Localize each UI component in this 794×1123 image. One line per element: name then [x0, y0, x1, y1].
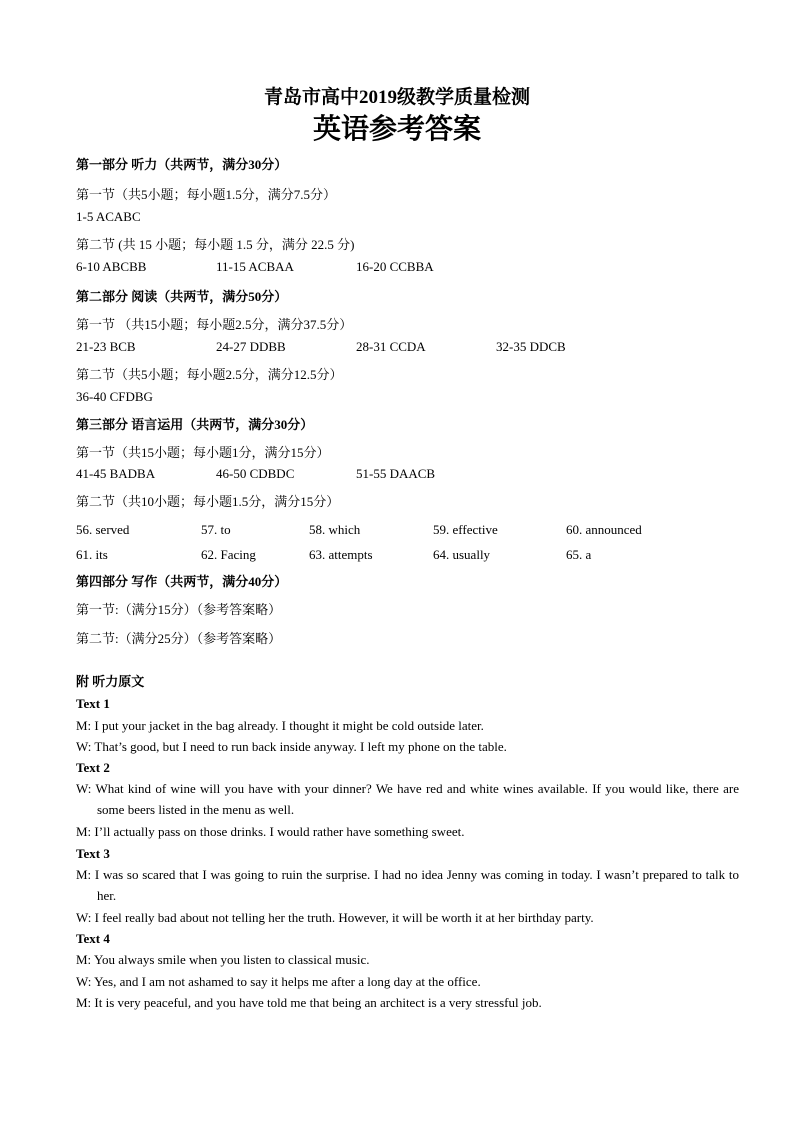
dialogue-line: W: Yes, and I am not ashamed to say it helps me after a long day at the office.	[76, 974, 481, 989]
dialogue-line: W: I feel really bad about not telling her the truth. However, it will be worth it at her birthday party.	[76, 910, 594, 925]
text3-label: Text 3	[76, 846, 110, 861]
document-subtitle: 英语参考答案	[312, 114, 481, 145]
document-title: 青岛市高中2019级教学质量检测	[263, 87, 530, 108]
blank-answer: 62. Facing	[201, 547, 256, 562]
blank-answer: 56. served	[76, 522, 130, 537]
blank-answer: 58. which	[309, 522, 361, 537]
part1-sec2-desc: 第二节 (共 15 小题；每小题 1.5 分，满分 22.5 分)	[76, 237, 355, 252]
blank-answer: 57. to	[201, 522, 231, 537]
dialogue-line: M: You always smile when you listen to classical music.	[76, 952, 370, 967]
answer-group: 28-31 CCDA	[356, 339, 426, 354]
part2-heading: 第二部分 阅读（共两节，满分50分）	[76, 289, 288, 304]
answer-group: 36-40 CFDBG	[76, 389, 153, 404]
answer-group: 41-45 BADBA	[76, 466, 156, 481]
part2-sec2-desc: 第二节（共5小题；每小题2.5分，满分12.5分）	[76, 367, 343, 382]
text4-label: Text 4	[76, 931, 110, 946]
answer-group: 51-55 DAACB	[356, 466, 436, 481]
dialogue-line: M: It is very peaceful, and you have told me that being an architect is a very stressful job.	[76, 995, 542, 1010]
appendix-heading: 附 听力原文	[76, 674, 145, 689]
dialogue-line: M: I put your jacket in the bag already. I thought it might be cold outside later.	[76, 718, 484, 733]
part4-sec1: 第一节:（满分15分）（参考答案略）	[76, 602, 282, 617]
part4-heading: 第四部分 写作（共两节，满分40分）	[76, 574, 288, 589]
answer-group: 21-23 BCB	[76, 339, 136, 354]
blank-answer: 65. a	[566, 547, 592, 562]
answer-group: 16-20 CCBBA	[356, 259, 434, 274]
dialogue-line: W: That’s good, but I need to run back inside anyway. I left my phone on the table.	[76, 739, 507, 754]
blank-answer: 63. attempts	[309, 547, 373, 562]
part3-sec2-desc: 第二节（共10小题；每小题1.5分，满分15分）	[76, 494, 340, 509]
answer-group: 24-27 DDBB	[216, 339, 286, 354]
answer-group: 32-35 DDCB	[496, 339, 566, 354]
blank-answer: 60. announced	[566, 522, 642, 537]
text2-label: Text 2	[76, 760, 110, 775]
part1-sec1-desc: 第一节（共5小题；每小题1.5分，满分7.5分）	[76, 187, 337, 202]
part3-sec1-desc: 第一节（共15小题；每小题1分，满分15分）	[76, 445, 330, 460]
text1-label: Text 1	[76, 696, 110, 711]
dialogue-line: M: I was so scared that I was going to ruin the surprise. I had no idea Jenny was coming in today. I wasn’t prepared to talk to her.	[76, 867, 739, 903]
part1-heading: 第一部分 听力（共两节，满分30分）	[76, 157, 288, 172]
dialogue-line: M: I’ll actually pass on those drinks. I would rather have something sweet.	[76, 824, 465, 839]
blank-answer: 64. usually	[433, 547, 491, 562]
part2-sec1-desc: 第一节 （共15小题；每小题2.5分，满分37.5分）	[76, 317, 353, 332]
answer-group: 6-10 ABCBB	[76, 259, 147, 274]
part3-heading: 第三部分 语言运用（共两节，满分30分）	[76, 417, 314, 432]
answer-group: 11-15 ACBAA	[216, 259, 294, 274]
blank-answer: 59. effective	[433, 522, 498, 537]
part4-sec2: 第二节:（满分25分）（参考答案略）	[76, 631, 282, 646]
answer-group: 1-5 ACABC	[76, 209, 141, 224]
answer-group: 46-50 CDBDC	[216, 466, 295, 481]
blank-answer: 61. its	[76, 547, 108, 562]
dialogue-line: W: What kind of wine will you have with your dinner? We have red and white wines available. If you would like, there are some beers listed in the menu as well.	[76, 781, 739, 817]
